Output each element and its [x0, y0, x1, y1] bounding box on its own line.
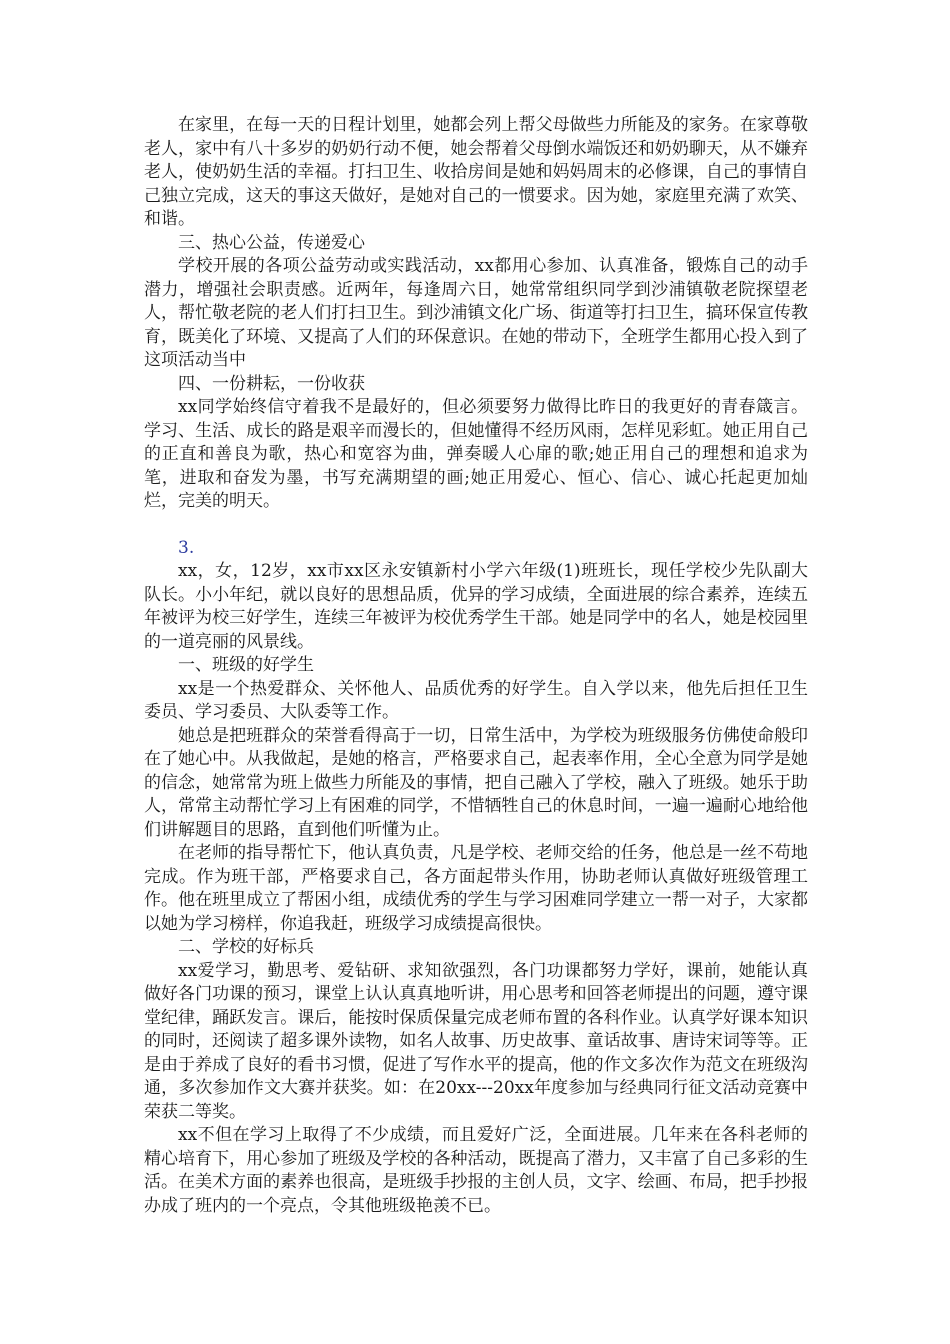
- paragraph-intro: xx，女，12岁，xx市xx区永安镇新村小学六年级(1)班班长，现任学校少先队副大队长。小小年纪，就以良好的思想品质，优异的学习成绩，全面进展的综合素养，连续五年被评为校三好学生，连续三年被评为校优秀学生干部。她是同学中的名人，她是校园里的一道亮丽的风景线。: [144, 561, 808, 652]
- paragraph-family-chores: 在家里，在每一天的日程计划里，她都会列上帮父母做些力所能及的家务。在家尊敬老人，家中有八十多岁的奶奶行动不便，她会帮着父母倒水端饭还和奶奶聊天，从不嫌弃老人，使奶奶生活的幸福。打扫卫生、收拾房间是她和妈妈周末的必修课，自己的事情自己独立完成，这天的事这天做好，是她对自己的一惯要求。因为她，家庭里充满了欢笑、和谐。: [144, 115, 808, 229]
- paragraph-study-habits: xx爱学习，勤思考、爱钻研、求知欲强烈，各门功课都努力学好，课前，她能认真做好各门功课的预习，课堂上认认真真地听讲，用心思考和回答老师提出的问题，遵守课堂纪律，踊跃发言。课后，能按时保质保量完成老师布置的各科作业。认真学好课本知识的同时，还阅读了超多课外读物，如名人故事、历史故事、童话故事、唐诗宋词等等。正是由于养成了良好的看书习惯，促进了写作水平的提高，他的作文多次作为范文在班级沟通，多次参加作文大赛并获奖。如：在20xx---20xx年度参加与经典同行征文活动竞赛中荣获二等奖。: [144, 960, 808, 1122]
- paragraph-good-student: xx是一个热爱群众、关怀他人、品质优秀的好学生。自入学以来，他先后担任卫生委员、学习委员、大队委等工作。: [144, 678, 808, 722]
- paragraph-teacher-guidance: 在老师的指导帮忙下，他认真负责，凡是学校、老师交给的任务，他总是一丝不苟地完成。作为班干部，严格要求自己，各方面起带头作用，协助老师认真做好班级管理工作。他在班里成立了帮困小组，成绩优秀的学生与学习困难同学建立一帮一对子，大家都以她为学习榜样，你追我赶，班级学习成绩提高很快。: [144, 843, 808, 934]
- section-heading-harvest: 四、一份耕耘，一份收获: [178, 373, 365, 394]
- section-number-3: 3.: [178, 537, 195, 558]
- paragraph-public-welfare: 学校开展的各项公益劳动或实践活动，xx都用心参加、认真准备，锻炼自己的动手潜力，增强社会职责感。近两年，每逢周六日，她常常组织同学到沙浦镇敬老院探望老人，帮忙敬老院的老人们打扫卫生。到沙浦镇文化广场、街道等打扫卫生，搞环保宣传教育，既美化了环境、又提高了人们的环保意识。在她的带动下，全班学生都用心投入到了这项活动当中: [144, 256, 808, 370]
- paragraph-harvest: xx同学始终信守着我不是最好的，但必须要努力做得比昨日的我更好的青春箴言。学习、生活、成长的路是艰辛而漫长的，但她懂得不经历风雨，怎样见彩虹。她正用自己的正直和善良为歌，热心和宽容为曲，弹奏暖人心扉的歌;她正用自己的理想和追求为笔，进取和奋发为墨，书写充满期望的画;她正用爱心、恒心、信心、诚心托起更加灿烂，完美的明天。: [144, 397, 808, 511]
- paragraph-class-honor: 她总是把班群众的荣誉看得高于一切，日常生活中，为学校为班级服务仿佛使命般印在了她心中。从我做起，是她的格言，严格要求自己，起表率作用，全心全意为同学是她的信念，她常常为班上做些力所能及的事情，把自己融入了学校，融入了班级。她乐于助人，常常主动帮忙学习上有困难的同学，不惜牺牲自己的休息时间，一遍一遍耐心地给他们讲解题目的思路，直到他们听懂为止。: [144, 725, 808, 840]
- section-heading-model-student: 二、学校的好标兵: [178, 937, 314, 957]
- section-heading-good-student: 一、班级的好学生: [178, 655, 314, 675]
- document-body: [144, 114, 808, 1218]
- paragraph-hobbies: xx不但在学习上取得了不少成绩，而且爱好广泛，全面进展。几年来在各科老师的精心培育下，用心参加了班级及学校的各种活动，既提高了潜力，又丰富了自己多彩的生活。在美术方面的素养也很高，是班级手抄报的主创人员，文字、绘画、布局，把手抄报办成了班内的一个亮点，令其他班级艳羡不已。: [144, 1125, 808, 1216]
- section-heading-public-welfare: 三、热心公益，传递爱心: [178, 232, 365, 253]
